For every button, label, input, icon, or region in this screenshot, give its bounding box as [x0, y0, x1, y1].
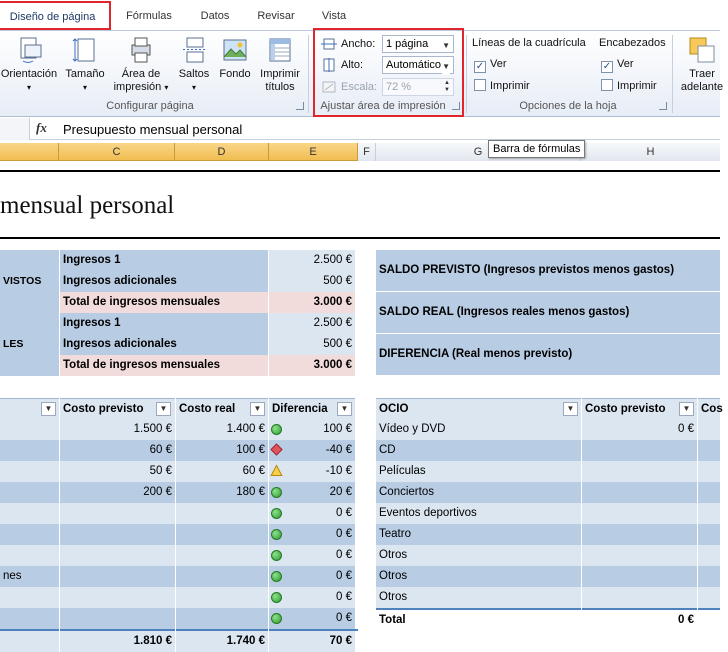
- status-yellow-triangle-icon: [271, 465, 282, 476]
- income-total-cell[interactable]: Total de ingresos mensuales: [60, 292, 268, 313]
- real-cost-header-label: Costo real: [179, 403, 236, 415]
- leisure-item[interactable]: Eventos deportivos: [376, 503, 581, 524]
- leisure-planned[interactable]: [582, 440, 697, 461]
- chevron-down-icon: ▼: [442, 59, 450, 75]
- income-cell[interactable]: Ingresos 1: [60, 250, 268, 271]
- expense-diff[interactable]: 0 €: [269, 503, 355, 524]
- orientation-button[interactable]: Orientación ▾: [0, 35, 62, 101]
- expense-diff[interactable]: 100 €: [269, 419, 355, 440]
- gridlines-view-label: Ver: [490, 58, 507, 70]
- scale-to-fit-group-label: Ajustar área de impresión: [320, 100, 446, 112]
- background-button[interactable]: [214, 35, 256, 101]
- leisure-real[interactable]: [698, 419, 720, 440]
- leisure-total-value[interactable]: 0 €: [582, 610, 697, 631]
- print-titles-label-2: títulos: [265, 81, 295, 93]
- income-cell[interactable]: 2.500 €: [269, 250, 355, 271]
- expense-real[interactable]: [176, 545, 268, 566]
- expense-name[interactable]: [0, 545, 59, 566]
- leisure-planned[interactable]: [582, 482, 697, 503]
- sheet-title[interactable]: mensual personal: [0, 192, 175, 219]
- sheet-options-group-label: Opciones de la hoja: [519, 100, 617, 112]
- print-area-label-1: Área de: [121, 68, 161, 80]
- leisure-real-header[interactable]: Cos: [698, 398, 720, 419]
- breaks-label: Saltos: [178, 68, 210, 80]
- expense-diff[interactable]: 0 €: [269, 545, 355, 566]
- expense-diff[interactable]: 0 €: [269, 587, 355, 608]
- filter-dropdown-icon[interactable]: ▼: [41, 402, 56, 416]
- expense-planned[interactable]: [60, 503, 175, 524]
- print-titles-icon: [265, 35, 295, 65]
- difference-header[interactable]: [269, 398, 355, 419]
- gridlines-view-checkbox[interactable]: [474, 55, 507, 73]
- page-breaks-icon: [179, 35, 209, 65]
- leisure-real[interactable]: [698, 524, 720, 545]
- leisure-real[interactable]: [698, 482, 720, 503]
- column-header-c[interactable]: C: [59, 143, 175, 161]
- page-setup-group-label: Configurar página: [106, 100, 194, 112]
- column-header-b[interactable]: [0, 143, 59, 161]
- filter-dropdown-icon[interactable]: ▼: [679, 402, 694, 416]
- expense-planned[interactable]: [60, 566, 175, 587]
- height-label: Alto:: [341, 59, 364, 71]
- expense-real[interactable]: 60 €: [176, 461, 268, 482]
- planned-income-label[interactable]: VISTOS: [0, 250, 59, 313]
- leisure-real[interactable]: [698, 566, 720, 587]
- expense-planned[interactable]: 60 €: [60, 440, 175, 461]
- expense-real[interactable]: [176, 524, 268, 545]
- leisure-item[interactable]: Otros: [376, 545, 581, 566]
- expense-name[interactable]: [0, 461, 59, 482]
- leisure-total-label[interactable]: Total: [376, 610, 581, 631]
- leisure-planned[interactable]: [582, 587, 697, 608]
- status-green-circle-icon: [271, 424, 282, 435]
- filter-dropdown-icon[interactable]: ▼: [156, 402, 171, 416]
- status-green-circle-icon: [271, 508, 282, 519]
- expense-name[interactable]: nes: [0, 566, 59, 587]
- bring-forward-icon: [687, 35, 717, 65]
- column-header-d[interactable]: D: [175, 143, 269, 161]
- tab-formulas[interactable]: Fórmulas: [126, 10, 172, 22]
- leisure-item[interactable]: Vídeo y DVD: [376, 419, 581, 440]
- planned-cost-header-label: Costo previsto: [63, 403, 144, 415]
- expense-planned[interactable]: 200 €: [60, 482, 175, 503]
- ribbon-tab-bar: [0, 0, 720, 30]
- leisure-item[interactable]: Películas: [376, 461, 581, 482]
- income-cell[interactable]: Ingresos adicionales: [60, 334, 268, 355]
- background-image-icon: [220, 35, 250, 65]
- width-label: Ancho:: [341, 38, 376, 50]
- leisure-planned-header[interactable]: [582, 398, 697, 419]
- tab-review[interactable]: Revisar: [257, 10, 295, 22]
- expense-planned[interactable]: 50 €: [60, 461, 175, 482]
- checkmark-icon: ✓: [475, 61, 485, 72]
- column-header-h[interactable]: H: [646, 146, 655, 158]
- leisure-real[interactable]: [698, 587, 720, 608]
- income-cell[interactable]: 500 €: [269, 334, 355, 355]
- leisure-real[interactable]: [698, 503, 720, 524]
- expense-real[interactable]: [176, 566, 268, 587]
- grid-separator: [268, 250, 269, 376]
- sheet-options-dialog-launcher[interactable]: [659, 102, 667, 110]
- planned-cost-header[interactable]: [60, 398, 175, 419]
- status-green-circle-icon: [271, 592, 282, 603]
- real-income-label[interactable]: LES: [0, 313, 59, 376]
- expense-total-label[interactable]: [0, 631, 59, 652]
- empty-checkbox-icon: [474, 79, 486, 91]
- filter-dropdown-icon[interactable]: ▼: [337, 402, 352, 416]
- headings-view-label: Ver: [617, 58, 634, 70]
- leisure-planned[interactable]: [582, 524, 697, 545]
- grid-separator: [697, 398, 698, 641]
- tab-data[interactable]: Datos: [200, 10, 230, 22]
- formula-input[interactable]: Presupuesto mensual personal: [63, 122, 243, 137]
- title-top-border: [0, 170, 720, 172]
- status-green-circle-icon: [271, 550, 282, 561]
- difference-header-label: Diferencia: [272, 403, 328, 415]
- expense-planned[interactable]: [60, 587, 175, 608]
- gridlines-print-checkbox[interactable]: [474, 77, 530, 95]
- leisure-item[interactable]: Conciertos: [376, 482, 581, 503]
- print-area-button[interactable]: Área de impresión ▾: [110, 35, 172, 101]
- formula-bar-tooltip: Barra de fórmulas: [488, 140, 585, 158]
- expense-name[interactable]: [0, 608, 59, 629]
- orientation-label: Orientación: [0, 68, 58, 80]
- expense-name[interactable]: [0, 482, 59, 503]
- income-cell[interactable]: Ingresos adicionales: [60, 271, 268, 292]
- chevron-down-icon: ▼: [442, 41, 450, 50]
- column-header-e[interactable]: E: [269, 143, 358, 161]
- status-green-circle-icon: [271, 571, 282, 582]
- headings-heading: Encabezados: [599, 37, 666, 49]
- real-balance-label[interactable]: SALDO REAL (Ingresos reales menos gastos): [376, 292, 720, 333]
- expense-total-real[interactable]: 1.740 €: [176, 631, 268, 652]
- tab-view[interactable]: Vista: [321, 10, 347, 22]
- column-header-f[interactable]: F: [358, 143, 376, 161]
- bring-forward-label-1: Traer: [689, 68, 715, 80]
- leisure-item[interactable]: Otros: [376, 587, 581, 608]
- leisure-planned[interactable]: 0 €: [582, 419, 697, 440]
- scale-to-fit-highlight: [313, 28, 464, 117]
- leisure-item[interactable]: Teatro: [376, 524, 581, 545]
- checkmark-icon: ✓: [602, 61, 612, 72]
- real-cost-header[interactable]: [176, 398, 268, 419]
- expense-diff[interactable]: -40 €: [269, 440, 355, 461]
- leisure-real[interactable]: [698, 461, 720, 482]
- expense-total-planned[interactable]: 1.810 €: [60, 631, 175, 652]
- expense-name[interactable]: [0, 419, 59, 440]
- bring-forward-button[interactable]: [676, 35, 728, 101]
- leisure-item[interactable]: Otros: [376, 566, 581, 587]
- income-cell[interactable]: 2.500 €: [269, 313, 355, 334]
- expense-name[interactable]: [0, 440, 59, 461]
- planned-balance-label[interactable]: SALDO PREVISTO (Ingresos previstos menos gastos): [376, 250, 720, 291]
- income-cell[interactable]: 500 €: [269, 271, 355, 292]
- group-separator: [672, 35, 673, 113]
- expense-real[interactable]: 180 €: [176, 482, 268, 503]
- leisure-planned[interactable]: [582, 503, 697, 524]
- status-red-diamond-icon: [271, 444, 282, 455]
- difference-label[interactable]: DIFERENCIA (Real menos previsto): [376, 334, 720, 375]
- leisure-planned[interactable]: [582, 545, 697, 566]
- leisure-real[interactable]: [698, 545, 720, 566]
- page-setup-dialog-launcher[interactable]: [296, 102, 304, 110]
- expense-name[interactable]: [0, 503, 59, 524]
- expense-name[interactable]: [0, 524, 59, 545]
- expense-diff[interactable]: 0 €: [269, 566, 355, 587]
- size-label: Tamaño: [65, 68, 105, 80]
- income-total-cell[interactable]: Total de ingresos mensuales: [60, 355, 268, 376]
- grid-separator: [175, 398, 176, 641]
- background-label: Fondo: [219, 68, 251, 80]
- scale-value: 72 %: [386, 81, 412, 93]
- expense-name[interactable]: [0, 587, 59, 608]
- bring-forward-label-2: adelante: [680, 81, 724, 93]
- column-header-g[interactable]: G: [376, 143, 581, 161]
- leisure-planned[interactable]: [582, 566, 697, 587]
- income-cell[interactable]: Ingresos 1: [60, 313, 268, 334]
- print-area-icon: [126, 35, 156, 65]
- leisure-real[interactable]: [698, 440, 720, 461]
- size-button[interactable]: Tamaño ▾: [62, 35, 108, 101]
- group-separator: [308, 35, 309, 113]
- income-total-cell[interactable]: 3.000 €: [269, 355, 355, 376]
- spinner-arrows-icon: ▲ ▼: [444, 80, 450, 93]
- print-titles-button[interactable]: [256, 35, 304, 101]
- scale-label: Escala:: [341, 81, 378, 93]
- expense-real[interactable]: [176, 503, 268, 524]
- group-separator: [466, 35, 467, 113]
- expense-real[interactable]: 100 €: [176, 440, 268, 461]
- headings-view-checkbox[interactable]: [601, 55, 634, 73]
- expense-total-diff[interactable]: 70 €: [269, 631, 355, 652]
- leisure-category-header[interactable]: [376, 398, 581, 419]
- headings-print-checkbox[interactable]: [601, 77, 657, 95]
- grid-separator: [268, 398, 269, 641]
- income-total-cell[interactable]: 3.000 €: [269, 292, 355, 313]
- insert-function-icon[interactable]: fx: [36, 120, 47, 135]
- expense-real[interactable]: 1.400 €: [176, 419, 268, 440]
- filter-dropdown-icon[interactable]: ▼: [563, 402, 578, 416]
- page-size-icon: [70, 35, 100, 65]
- empty-checkbox-icon: [601, 79, 613, 91]
- leisure-item[interactable]: CD: [376, 440, 581, 461]
- expense-planned[interactable]: 1.500 €: [60, 419, 175, 440]
- print-area-label-2: impresión: [113, 81, 162, 93]
- expense-diff[interactable]: 0 €: [269, 524, 355, 545]
- status-green-circle-icon: [271, 613, 282, 624]
- grid-separator: [59, 250, 60, 641]
- expense-category-header[interactable]: [0, 398, 59, 419]
- height-value: Automático: [386, 59, 442, 71]
- gridlines-print-label: Imprimir: [490, 80, 530, 92]
- expense-real[interactable]: [176, 587, 268, 608]
- gridlines-heading: Líneas de la cuadrícula: [472, 37, 586, 49]
- headings-print-label: Imprimir: [617, 80, 657, 92]
- filter-dropdown-icon[interactable]: ▼: [250, 402, 265, 416]
- status-green-circle-icon: [271, 529, 282, 540]
- grid-separator: [581, 398, 582, 641]
- expense-diff[interactable]: 20 €: [269, 482, 355, 503]
- tab-page-layout[interactable]: Diseño de página: [0, 1, 111, 30]
- title-bottom-border: [0, 237, 720, 239]
- expense-planned[interactable]: [60, 545, 175, 566]
- leisure-header-label: OCIO: [379, 403, 409, 415]
- expense-planned[interactable]: [60, 608, 175, 629]
- status-green-circle-icon: [271, 487, 282, 498]
- orientation-icon: [14, 35, 44, 65]
- expense-real[interactable]: [176, 608, 268, 629]
- leisure-planned[interactable]: [582, 461, 697, 482]
- name-box[interactable]: [0, 118, 30, 140]
- print-titles-label-1: Imprimir: [260, 68, 300, 80]
- expense-diff[interactable]: -10 €: [269, 461, 355, 482]
- breaks-button[interactable]: Saltos ▾: [174, 35, 214, 101]
- leisure-planned-header-label: Costo previsto: [585, 403, 666, 415]
- width-value: 1 página: [386, 38, 429, 50]
- expense-planned[interactable]: [60, 524, 175, 545]
- expense-diff[interactable]: 0 €: [269, 608, 355, 629]
